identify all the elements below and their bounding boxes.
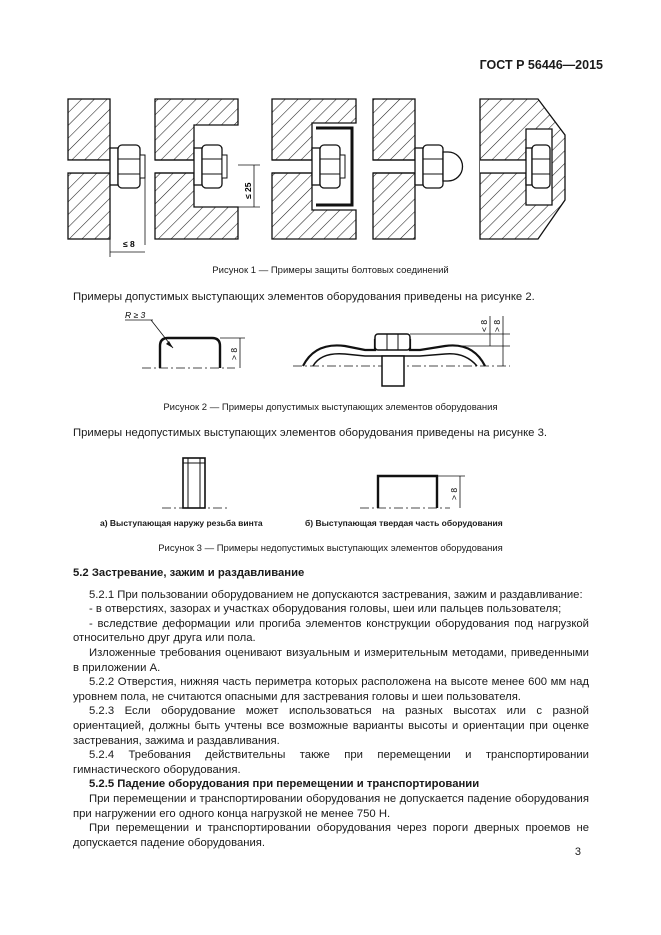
- methods-paragraph: Изложенные требования оценивают визуальным и измерительным методами, приведенными в приложении А.: [73, 646, 589, 674]
- clause-5-2-5-para-1: При перемещении и транспортировании оборудования не допускается падение оборудования при нагружении его одного конца нагрузкой не менее 750 Н.: [73, 792, 589, 820]
- protruding-screw-thread-example: [162, 458, 230, 508]
- dim-lt-8-label: < 8: [479, 319, 489, 332]
- figure-3-not-permitted-elements-drawing: [150, 450, 530, 514]
- list-item-1: - в отверстиях, зазорах и участках оборудования головы, шеи или пальцев пользователя;: [89, 603, 562, 616]
- dim-gt-8-label-c: > 8: [449, 487, 459, 500]
- bolt-example-3: [272, 99, 356, 239]
- bolt-example-1: [68, 99, 145, 257]
- figure-1-caption: Рисунок 1 — Примеры защиты болтовых соединений: [212, 265, 449, 276]
- rounded-protrusion-example: [125, 310, 245, 368]
- bolt-bracket-example: [293, 316, 510, 386]
- figure-2-intro: Примеры допустимых выступающих элементов оборудования приведены на рисунке 2.: [73, 291, 535, 303]
- figure-3-caption: Рисунок 3 — Примеры недопустимых выступающих элементов оборудования: [158, 543, 503, 554]
- clause-5-2-2: 5.2.2 Отверстия, нижняя часть периметра которых расположена на высоте менее 600 мм над уровнем пола, не считаются опасными для застревания головы и шеи пользователя.: [73, 676, 589, 703]
- dim-le-8-label: ≤ 8: [123, 239, 135, 249]
- figure-3-intro: Примеры недопустимых выступающих элементов оборудования приведены на рисунке 3.: [73, 427, 548, 439]
- clause-5-2-5-heading: 5.2.5 Падение оборудования при перемещении и транспортировании: [89, 778, 480, 791]
- clause-5-2-5-para-2: При перемещении и транспортировании оборудования через пороги дверных проемов не допускается падение оборудования.: [73, 822, 589, 849]
- bolt-example-2: [155, 99, 260, 239]
- figure-2-permitted-elements-drawing: [115, 308, 535, 398]
- clause-5-2-1: 5.2.1 При пользовании оборудованием не допускаются застревания, зажим и раздавливание:: [89, 588, 583, 601]
- protruding-hard-part-example: [360, 476, 465, 508]
- clause-5-2-3: 5.2.3 Если оборудование может использоваться на разных высотах или с разной ориентацией, должны быть учтены все возможные варианты высоты и ориентации при оценке застревания, зажима и раздавливания.: [73, 705, 589, 747]
- clause-5-2-4: 5.2.4 Требования действительны также при перемещении и транспортировании гимнастического оборудования.: [73, 749, 589, 776]
- figure-1-bolt-protection-drawing: [60, 95, 580, 260]
- radius-label: R ≥ 3: [125, 310, 146, 320]
- bolt-example-4: [373, 99, 463, 239]
- dim-le-25-label: ≤ 25: [243, 182, 253, 199]
- figure-3-label-b: б) Выступающая твердая часть оборудования: [305, 518, 503, 528]
- document-header: ГОСТ Р 56446—2015: [479, 58, 603, 72]
- page-number: 3: [574, 846, 581, 858]
- section-heading: 5.2 Застревание, зажим и раздавливание: [73, 567, 305, 579]
- figure-3-label-a: а) Выступающая наружу резьба винта: [100, 518, 263, 528]
- dim-gt-8-label-a: > 8: [229, 347, 239, 360]
- section-5-2: [73, 566, 589, 850]
- dim-gt-8-label-b: > 8: [492, 319, 502, 332]
- figure-2-caption: Рисунок 2 — Примеры допустимых выступающих элементов оборудования: [163, 402, 498, 413]
- bolt-example-5: [480, 99, 565, 239]
- list-item-2: - вследствие деформации или прогиба элементов конструкции оборудования под нагрузкой относительно друг друга или пола.: [73, 617, 589, 645]
